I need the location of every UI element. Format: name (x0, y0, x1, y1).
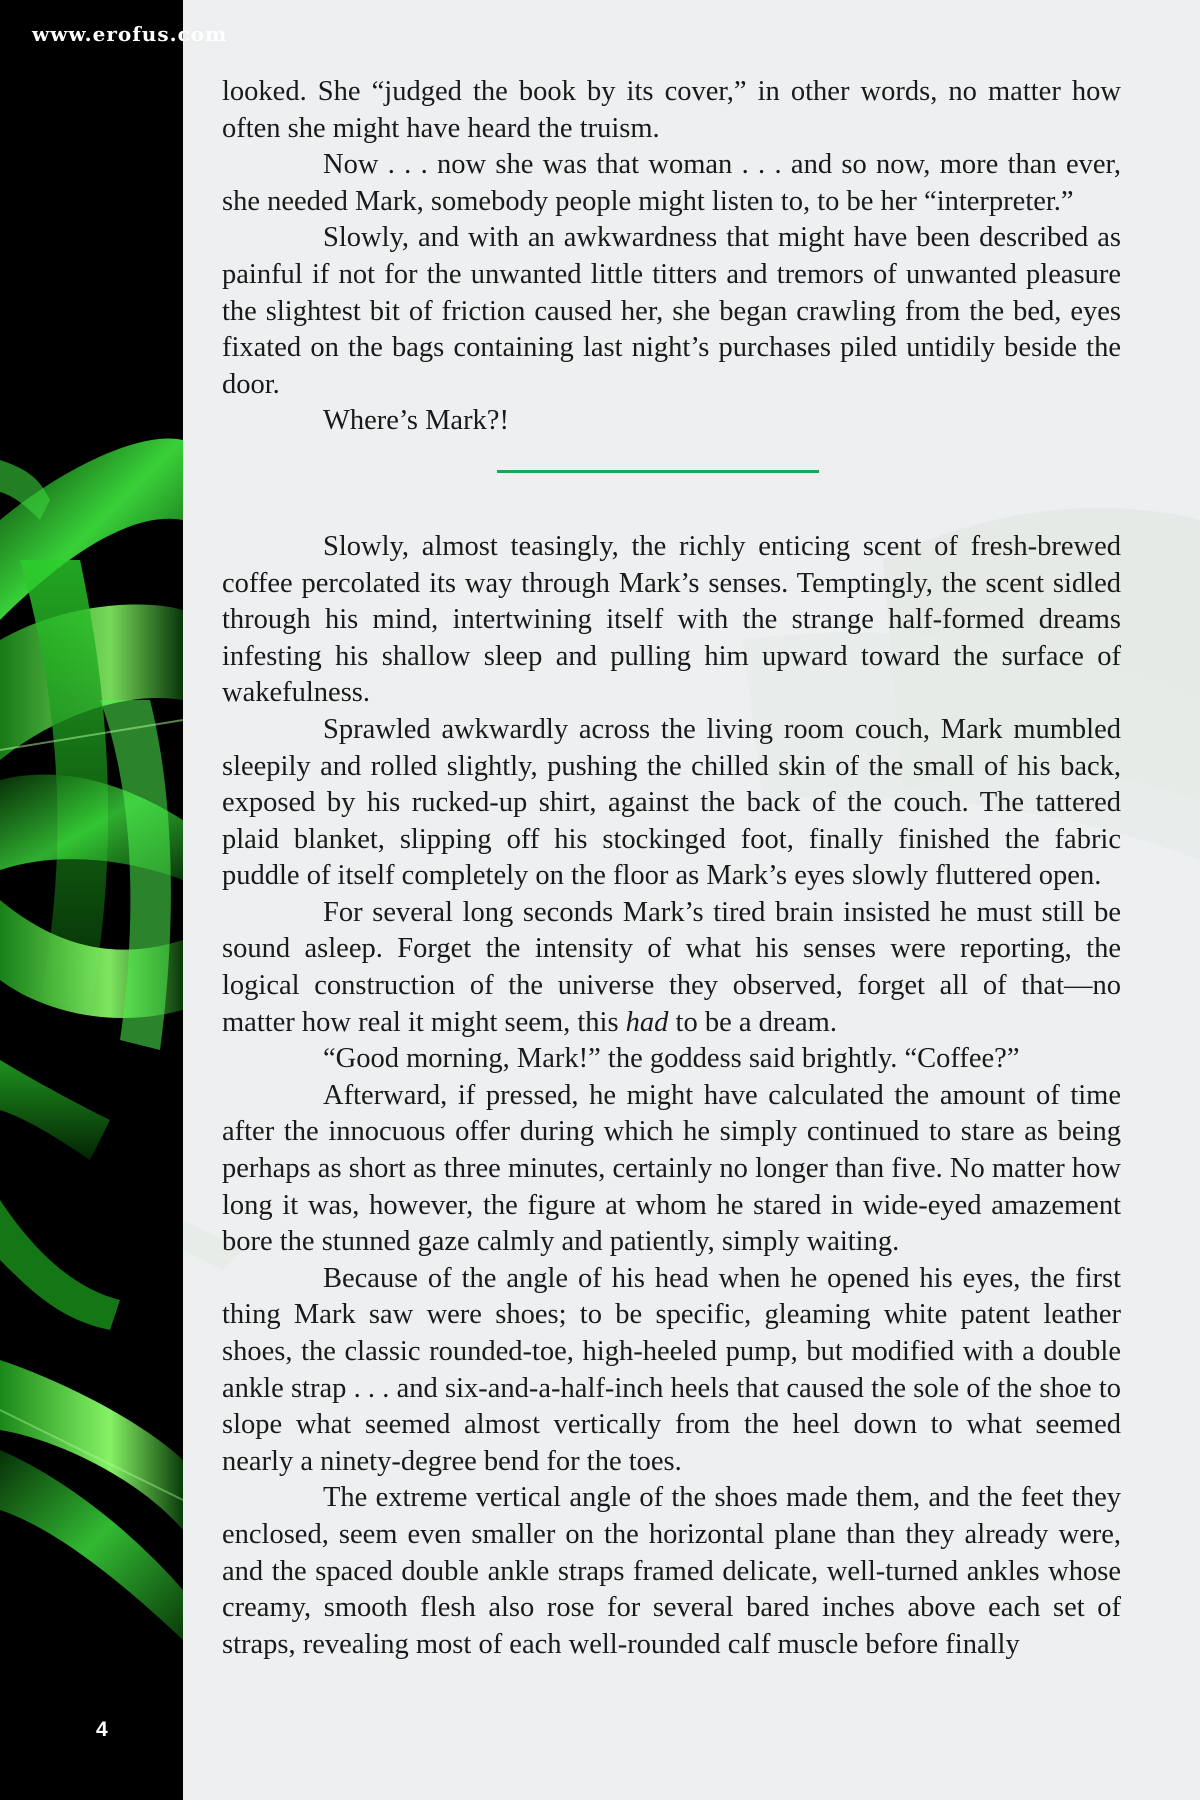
paragraph-text: For several long seconds Mark’s tired brain insisted he must still be sound asleep. Forget the intensity of what his senses were reporting, the logical construction of the universe they observed, forget all of that—no matter how real it might seem, this (222, 896, 1121, 1038)
paragraph: Where’s Mark?! (323, 405, 509, 437)
paragraph: Because of the angle of his head when he opened his eyes, the first thing Mark saw were shoes; to be specific, gleaming white patent leather shoes, the classic rounded-toe, high-heeled pump, but modified with a double ankle strap . . . and six-and-a-half-inch heels that caused the sole of the shoe to slope what seemed almost vertically from the heel down to what seemed nearly a ninety-degree bend for the toes. (222, 1262, 1121, 1477)
green-ribbon-art (0, 0, 183, 1800)
body-text (222, 74, 1121, 1663)
paragraph: Afterward, if pressed, he might have calculated the amount of time after the innocuous offer during which he simply continued to stare as being perhaps as short as three minutes, certainly no longer than five. No matter how long it was, however, the figure at whom he stared in wide-eyed amazement bore the stunned gaze calmly and patiently, simply waiting. (222, 1079, 1121, 1258)
paragraph (222, 895, 1121, 1041)
site-watermark: www.erofus.com (32, 22, 228, 46)
paragraph: Sprawled awkwardly across the living room couch, Mark mumbled sleepily and rolled slightly, pushing the chilled skin of the small of his back, exposed by his rucked-up shirt, against the back of the couch. The tattered plaid blanket, slipping off his stockinged foot, finally finished the fabric puddle of itself completely on the floor as Mark’s eyes slowly fluttered open. (222, 713, 1121, 892)
paragraph: The extreme vertical angle of the shoes made them, and the feet they enclosed, seem even smaller on the horizontal plane than they already were, and the spaced double ankle straps framed delicate, well-turned ankles whose creamy, smooth flesh also rose for several bared inches above each set of straps, revealing most of each well-rounded calf muscle before finally (222, 1482, 1121, 1660)
paragraph: Now . . . now she was that woman . . . and so now, more than ever, she needed Mark, somebody people might listen to, to be her “interpreter.” (222, 149, 1121, 217)
page-number: 4 (96, 1718, 108, 1741)
paragraph: “Good morning, Mark!” the goddess said brightly. “Coffee?” (323, 1043, 1020, 1075)
paragraph: Slowly, and with an awkwardness that might have been described as painful if not for the unwanted little titters and tremors of unwanted pleasure the slightest bit of friction caused her, she began crawling from the bed, eyes fixated on the bags containing last night’s purchases piled untidily beside the door. (222, 222, 1121, 400)
paragraph: Slowly, almost teasingly, the richly enticing scent of fresh-brewed coffee percolated its way through Mark’s senses. Temptingly, the scent sidled through his mind, intertwining itself with the strange half-formed dreams infesting his shallow sleep and pulling him upward toward the surface of wakefulness. (222, 530, 1121, 709)
emphasis-text: had (625, 1006, 669, 1038)
paragraph: looked. She “judged the book by its cover,” in other words, no matter how often she might have heard the truism. (222, 76, 1121, 144)
text-column (183, 0, 1200, 1800)
decorative-side-strip (0, 0, 228, 1800)
paragraph-text: to be a dream. (668, 1006, 837, 1038)
